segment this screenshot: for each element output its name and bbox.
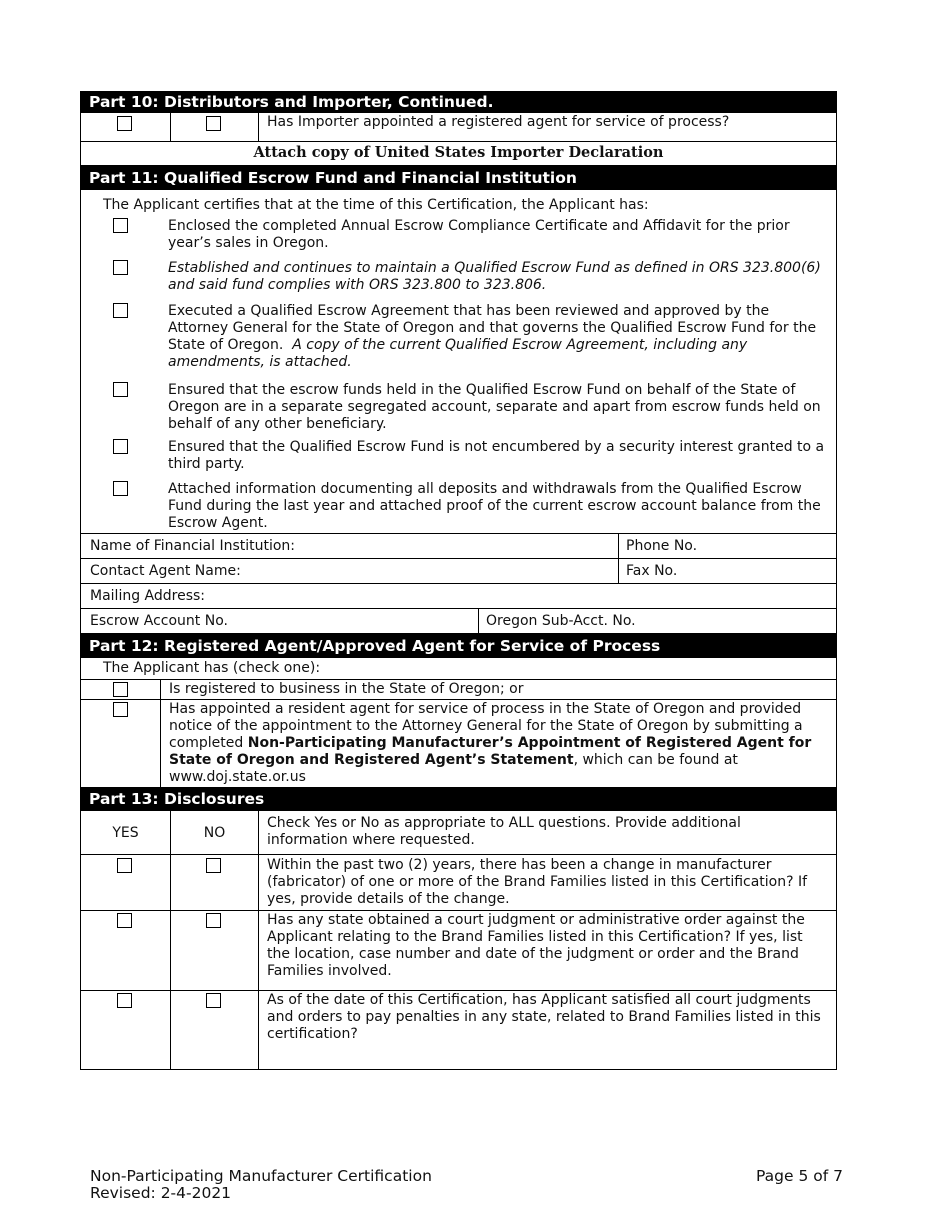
disclosure-1-yes-checkbox[interactable] [117,858,132,873]
segregated-account-checkbox[interactable] [113,382,128,397]
page-number: Page 5 of 7 [756,1167,843,1185]
part12-option1-text: Is registered to business in the State of Oregon; or [160,680,836,699]
part12-option2-suffix: , which can be found at www.doj.state.or.us [169,752,738,785]
not-encumbered-checkbox[interactable] [113,439,128,454]
part12-option2-text: Has appointed a resident agent for service of process in the State of Oregon and provided notice of the appointment to the Attorney General for the State of Oregon by submitting a completed [169,701,803,751]
part11-item-text: Ensured that the escrow funds held in the Qualified Escrow Fund on behalf of the State of Oregon are in a separate segregated account, separate and apart from escrow funds held on behalf of any other beneficiary. [168,382,821,432]
part13-header: Part 13: Disclosures [80,787,837,811]
financial-institution-field[interactable]: Name of Financial Institution: [90,538,296,554]
escrow-certificate-checkbox[interactable] [113,218,128,233]
part12-header: Part 12: Registered Agent/Approved Agent for Service of Process [80,634,837,658]
part13-instructions: Check Yes or No as appropriate to ALL questions. Provide additional information where requested. [258,811,836,854]
escrow-agreement-checkbox[interactable] [113,303,128,318]
importer-agent-yes-checkbox[interactable] [117,116,132,131]
attach-importer-declaration-note: Attach copy of United States Importer Declaration [80,142,837,166]
part12-option-row [80,680,837,700]
part11-item [81,439,836,475]
part10-header: Part 10: Distributors and Importer, Continued. [80,91,837,113]
contact-agent-field[interactable]: Contact Agent Name: [90,563,241,579]
part12-intro-row [80,658,837,680]
footer-title: Non-Participating Manufacturer Certification [90,1167,432,1185]
deposits-withdrawals-checkbox[interactable] [113,481,128,496]
part11-item-italic-text: A copy of the current Qualified Escrow Agreement, including any amendments, is attached. [168,337,748,370]
part11-item-text: Established and continues to maintain a Qualified Escrow Fund as defined in ORS 323.800(6) and said fund complies with ORS 323.800 to 323.806. [168,260,821,293]
part13-header-row [80,811,837,855]
importer-agent-no-checkbox[interactable] [206,116,221,131]
part11-item-text: Attached information documenting all deposits and withdrawals from the Qualified Escrow Fund during the last year and attached proof of the current escrow account balance from the Escrow Agent. [168,481,821,531]
part11-item [81,260,836,300]
disclosure-question-row [80,855,837,911]
disclosure-question-text: Has any state obtained a court judgment or administrative order against the Applicant relating to the Brand Families listed in this Certification? If yes, list the location, case number and date of the judgment or order and the Brand Families involved. [258,911,836,990]
qualified-escrow-fund-checkbox[interactable] [113,260,128,275]
part11-intro: The Applicant certifies that at the time of this Certification, the Applicant has: [103,197,649,213]
fax-field[interactable]: Fax No. [618,559,836,583]
footer-revised: Revised: 2-4-2021 [90,1184,232,1202]
disclosure-3-yes-checkbox[interactable] [117,993,132,1008]
part11-header: Part 11: Qualified Escrow Fund and Financial Institution [80,166,837,190]
disclosure-question-text: Within the past two (2) years, there has been a change in manufacturer (fabricator) of one or more of the Brand Families listed in this Certification? If yes, provide details of the change. [258,855,836,910]
escrow-account-row [80,609,837,634]
part12-option-row [80,700,837,787]
appointment-form-title: Non-Participating Manufacturer’s Appointment of Registered Agent for State of Oregon and Registered Agent’s Statement [169,735,812,768]
no-column-label: NO [170,811,258,854]
part10-question-row [80,113,837,142]
oregon-sub-account-field[interactable]: Oregon Sub-Acct. No. [478,609,836,633]
disclosure-2-yes-checkbox[interactable] [117,913,132,928]
registered-business-checkbox[interactable] [113,682,128,697]
form [80,91,837,1070]
disclosure-2-no-checkbox[interactable] [206,913,221,928]
yes-column-label: YES [112,825,139,841]
part11-item [81,218,836,258]
mailing-address-field[interactable]: Mailing Address: [90,588,206,604]
part12-intro: The Applicant has (check one): [103,660,321,676]
part11-certifications [80,190,837,534]
part11-item [81,382,836,434]
escrow-account-field[interactable]: Escrow Account No. [90,613,228,629]
part11-item-text: Ensured that the Qualified Escrow Fund is not encumbered by a security interest granted to a third party. [168,439,825,472]
mailing-address-row [80,584,837,609]
phone-field[interactable]: Phone No. [618,534,836,558]
disclosure-question-row [80,911,837,991]
institution-phone-row [80,534,837,559]
disclosure-1-no-checkbox[interactable] [206,858,221,873]
disclosure-question-text: As of the date of this Certification, has Applicant satisfied all court judgments and orders to pay penalties in any state, related to Brand Families listed in this certification? [258,991,836,1069]
importer-agent-question: Has Importer appointed a registered agent for service of process? [258,113,836,141]
disclosure-3-no-checkbox[interactable] [206,993,221,1008]
part11-item-text: Executed a Qualified Escrow Agreement that has been reviewed and approved by the Attorney General for the State of Oregon and that governs the Qualified Escrow Fund for the State of Oregon. [168,303,817,353]
part11-item-text: Enclosed the completed Annual Escrow Compliance Certificate and Affidavit for the prior year’s sales in Oregon. [168,218,790,251]
part11-item [81,303,836,373]
disclosure-question-row [80,991,837,1070]
contact-fax-row [80,559,837,584]
footer [90,1168,432,1202]
resident-agent-checkbox[interactable] [113,702,128,717]
part11-item [81,481,836,533]
